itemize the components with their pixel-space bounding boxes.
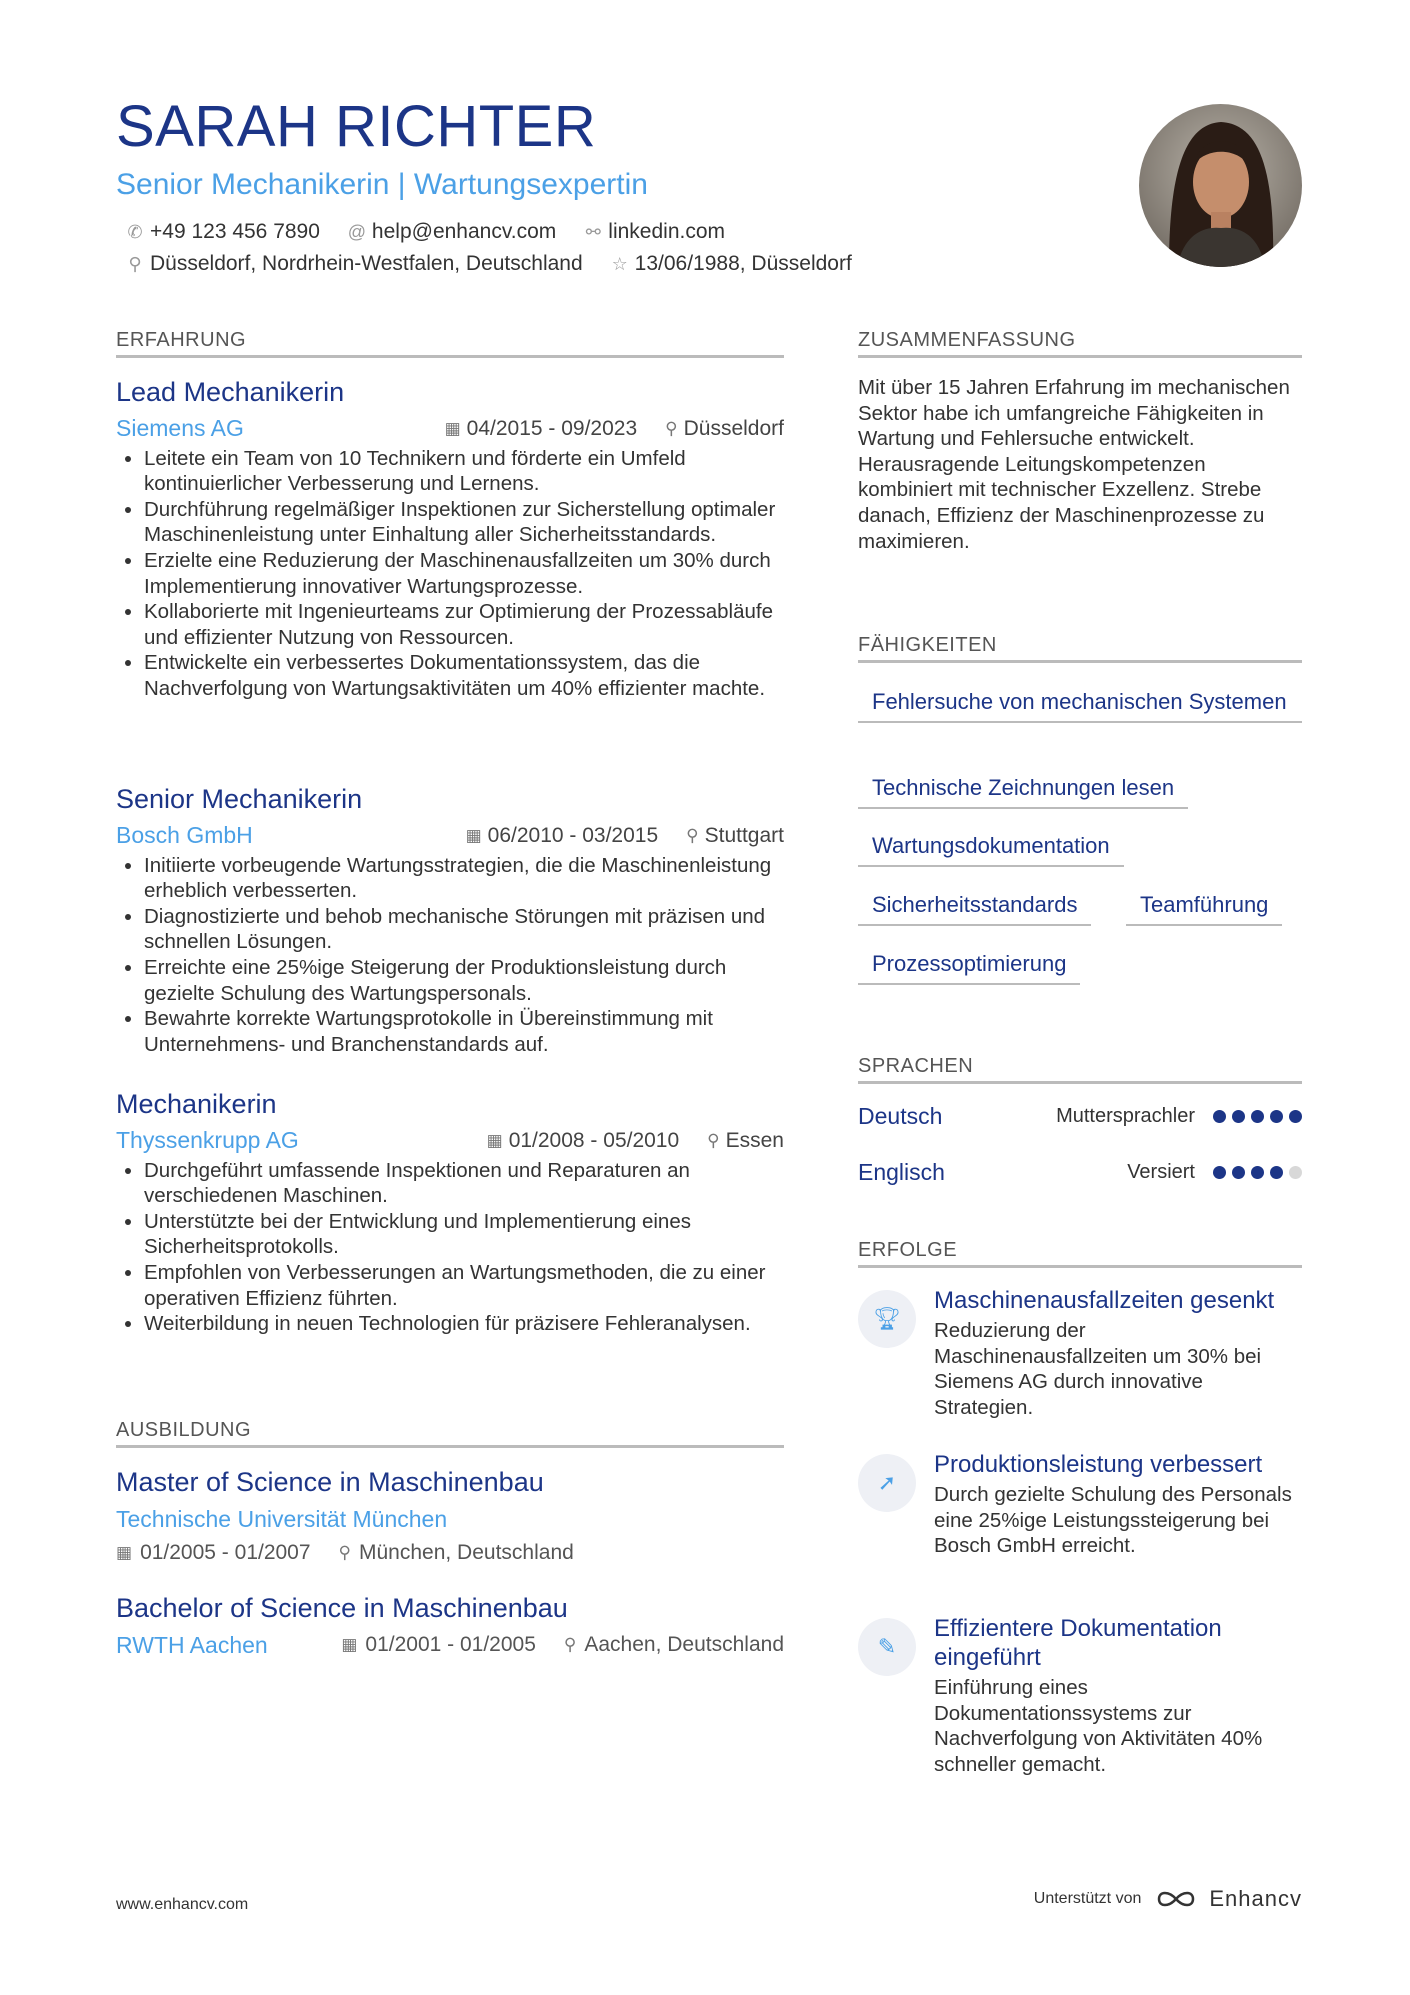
at-icon: @: [347, 221, 367, 242]
rating-dot: [1270, 1166, 1283, 1179]
education-section-header: AUSBILDUNG: [116, 1420, 784, 1448]
edu-school: Technische Universität München: [116, 1505, 448, 1532]
location-pin-icon: ⚲: [707, 1130, 720, 1150]
job-bullet: • Unterstützte bei der Entwicklung und Implementierung eines Sicherheitsprotokolls.: [144, 1209, 784, 1260]
skill-tag: Wartungsdokumentation: [858, 832, 1124, 867]
calendar-icon: ▦: [465, 825, 482, 845]
rating-dot: [1213, 1110, 1226, 1123]
skill-tag: Fehlersuche von mechanischen Systemen: [858, 688, 1302, 723]
rating-dot: [1251, 1110, 1264, 1123]
trophy-icon: 🏆︎: [858, 1290, 916, 1348]
skill-tag: Technische Zeichnungen lesen: [858, 774, 1188, 809]
achievement-title: Effizientere Dokumentation eingeführt: [934, 1615, 1222, 1671]
rating-dot: [1213, 1166, 1226, 1179]
achievement-item: [858, 1614, 1302, 1777]
job-company: Bosch GmbH: [116, 822, 253, 849]
calendar-icon: ▦: [444, 418, 461, 438]
job-company: Siemens AG: [116, 415, 244, 442]
summary-section-header: ZUSAMMENFASSUNG: [858, 330, 1302, 358]
achievement-desc: Durch gezielte Schulung des Personals eine 25%ige Leistungssteigerung bei Bosch GmbH erreicht.: [934, 1483, 1292, 1558]
calendar-icon: ▦: [341, 1635, 358, 1655]
job-bullet: • Empfohlen von Verbesserungen an Wartungsmethoden, die zu einer operativen Effizienz führten.: [144, 1260, 784, 1311]
language-rating: [1213, 1110, 1302, 1123]
job-bullets: [116, 446, 784, 702]
location-pin-icon: ⚲: [128, 253, 142, 274]
edu-dates: 01/2001 - 01/2005: [365, 1633, 536, 1657]
profile-photo: [1139, 104, 1302, 267]
job-location: Essen: [725, 1128, 784, 1152]
email-text[interactable]: help@enhancv.com: [371, 220, 557, 243]
rating-dot: [1232, 1110, 1245, 1123]
job-role: Lead Mechanikerin: [116, 377, 345, 407]
footer-website[interactable]: www.enhancv.com: [116, 1896, 249, 1913]
job-dates: 04/2015 - 09/2023: [466, 416, 638, 440]
magic-wand-icon: ✎: [858, 1618, 916, 1676]
job-bullet: • Erzielte eine Reduzierung der Maschinenausfallzeiten um 30% durch Implementierung innovativer Wartungsprozesse.: [144, 548, 784, 599]
job-role: Mechanikerin: [116, 1089, 277, 1119]
language-rating: [1213, 1166, 1302, 1179]
achievement-item: [858, 1286, 1302, 1420]
achievements-section-header: ERFOLGE: [858, 1240, 1302, 1268]
phone-icon: ✆: [127, 221, 143, 242]
contact-website[interactable]: [582, 220, 725, 244]
job-bullet: • Kollaborierte mit Ingenieurteams zur Optimierung der Prozessabläufe und effizienter Nutzung von Ressourcen.: [144, 599, 784, 650]
rating-dot: [1232, 1166, 1245, 1179]
languages-section-header: SPRACHEN: [858, 1056, 1302, 1084]
calendar-icon: ▦: [116, 1542, 133, 1562]
skill-tag: Sicherheitsstandards: [858, 891, 1091, 926]
job-dates: 01/2008 - 05/2010: [508, 1128, 680, 1152]
language-level: Versiert: [1127, 1161, 1195, 1183]
website-text[interactable]: linkedin.com: [608, 220, 726, 243]
job-bullet: • Durchgeführt umfassende Inspektionen und Reparaturen an verschiedenen Maschinen.: [144, 1158, 784, 1209]
link-icon: ⚯: [585, 221, 601, 242]
rating-dot: [1270, 1110, 1283, 1123]
candidate-name: SARAH RICHTER: [116, 94, 597, 159]
contact-row-1: [124, 220, 751, 244]
language-item: [858, 1103, 1302, 1130]
contact-phone: [124, 220, 320, 244]
powered-by-text: Unterstützt von: [1033, 1890, 1142, 1907]
rating-dot: [1289, 1166, 1302, 1179]
location-text: Düsseldorf, Nordrhein-Westfalen, Deutschland: [150, 252, 583, 275]
experience-item: [116, 1090, 784, 1337]
location-pin-icon: ⚲: [665, 418, 678, 438]
job-bullet: • Weiterbildung in neuen Technologien für präzisere Fehleranalysen.: [144, 1311, 784, 1337]
job-bullet: • Leitete ein Team von 10 Technikern und förderte ein Umfeld kontinuierlicher Verbesserung und Lernens.: [144, 446, 784, 497]
job-company: Thyssenkrupp AG: [116, 1127, 299, 1154]
enhancv-logo-icon: [1153, 1887, 1199, 1911]
edu-degree: Master of Science in Maschinenbau: [116, 1467, 544, 1497]
location-pin-icon: ⚲: [338, 1542, 351, 1562]
edu-location: München, Deutschland: [359, 1540, 574, 1564]
job-location: Stuttgart: [704, 823, 784, 847]
language-name: Deutsch: [858, 1103, 943, 1129]
star-icon: ☆: [611, 253, 628, 274]
contact-location: [124, 252, 583, 276]
edu-location: Aachen, Deutschland: [584, 1633, 784, 1657]
language-level: Muttersprachler: [1056, 1105, 1195, 1127]
edu-school: RWTH Aachen: [116, 1631, 268, 1658]
rating-dot: [1289, 1110, 1302, 1123]
job-bullet: • Bewahrte korrekte Wartungsprotokolle in Übereinstimmung mit Unternehmens- und Branchenstandards auf.: [144, 1006, 784, 1057]
edu-dates: 01/2005 - 01/2007: [140, 1540, 311, 1564]
experience-item: [116, 785, 784, 1057]
summary-text: Mit über 15 Jahren Erfahrung im mechanischen Sektor habe ich umfangreiche Fähigkeiten in Wartung und Fehlersuche entwickelt. Herausragende Leitungskompetenzen kombiniert mit technischer Exzellenz. Strebe danach, Effizienz der Maschinenprozesse zu maximieren.: [858, 376, 1290, 553]
contact-row-2: [124, 252, 878, 276]
skills-section-header: FÄHIGKEITEN: [858, 635, 1302, 663]
job-bullet: • Entwickelte ein verbessertes Dokumentationssystem, das die Nachverfolgung von Wartungsaktivitäten um 40% effizienter machte.: [144, 650, 784, 701]
job-bullet: • Diagnostizierte und behob mechanische Störungen mit präzisen und schnellen Lösungen.: [144, 904, 784, 955]
calendar-icon: ▦: [486, 1130, 503, 1150]
achievement-desc: Reduzierung der Maschinenausfallzeiten um 30% bei Siemens AG durch innovative Strategien.: [934, 1319, 1262, 1419]
edu-degree: Bachelor of Science in Maschinenbau: [116, 1593, 568, 1623]
skill-tag: Teamführung: [1126, 891, 1282, 926]
education-item: [116, 1594, 784, 1659]
phone-text: +49 123 456 7890: [150, 220, 320, 243]
candidate-title: Senior Mechanikerin | Wartungsexpertin: [116, 168, 648, 201]
contact-email[interactable]: [346, 220, 556, 244]
job-bullet: • Erreichte eine 25%ige Steigerung der Produktionsleistung durch gezielte Schulung des Wartungspersonals.: [144, 955, 784, 1006]
experience-item: [116, 378, 784, 702]
job-dates: 06/2010 - 03/2015: [487, 823, 659, 847]
achievement-title: Produktionsleistung verbessert: [934, 1451, 1263, 1478]
job-bullet: • Initiierte vorbeugende Wartungsstrategien, die die Maschinenleistung erheblich verbesserten.: [144, 853, 784, 904]
achievement-item: [858, 1450, 1302, 1559]
job-location: Düsseldorf: [683, 416, 784, 440]
job-role: Senior Mechanikerin: [116, 784, 363, 814]
achievement-desc: Einführung eines Dokumentationssystems zur Nachverfolgung von Aktivitäten 40% schneller gemacht.: [934, 1676, 1263, 1776]
birth-text: 13/06/1988, Düsseldorf: [634, 252, 852, 275]
job-bullets: [116, 853, 784, 1058]
footer-branding: [1034, 1886, 1302, 1912]
job-bullet: • Durchführung regelmäßiger Inspektionen zur Sicherstellung optimaler Maschinenleistung unter Einhaltung aller Sicherheitsstandards.: [144, 497, 784, 548]
brand-name: Enhancv: [1209, 1886, 1302, 1911]
language-item: [858, 1159, 1302, 1186]
contact-birth: [609, 252, 852, 276]
achievement-title: Maschinenausfallzeiten gesenkt: [934, 1287, 1275, 1314]
location-pin-icon: ⚲: [686, 825, 699, 845]
skill-tag: Prozessoptimierung: [858, 950, 1080, 985]
location-pin-icon: ⚲: [563, 1635, 577, 1655]
job-bullets: [116, 1158, 784, 1337]
experience-section-header: ERFAHRUNG: [116, 330, 784, 358]
language-name: Englisch: [858, 1159, 945, 1185]
rating-dot: [1251, 1166, 1264, 1179]
rocket-icon: ➚: [858, 1454, 916, 1512]
education-item: [116, 1468, 784, 1565]
